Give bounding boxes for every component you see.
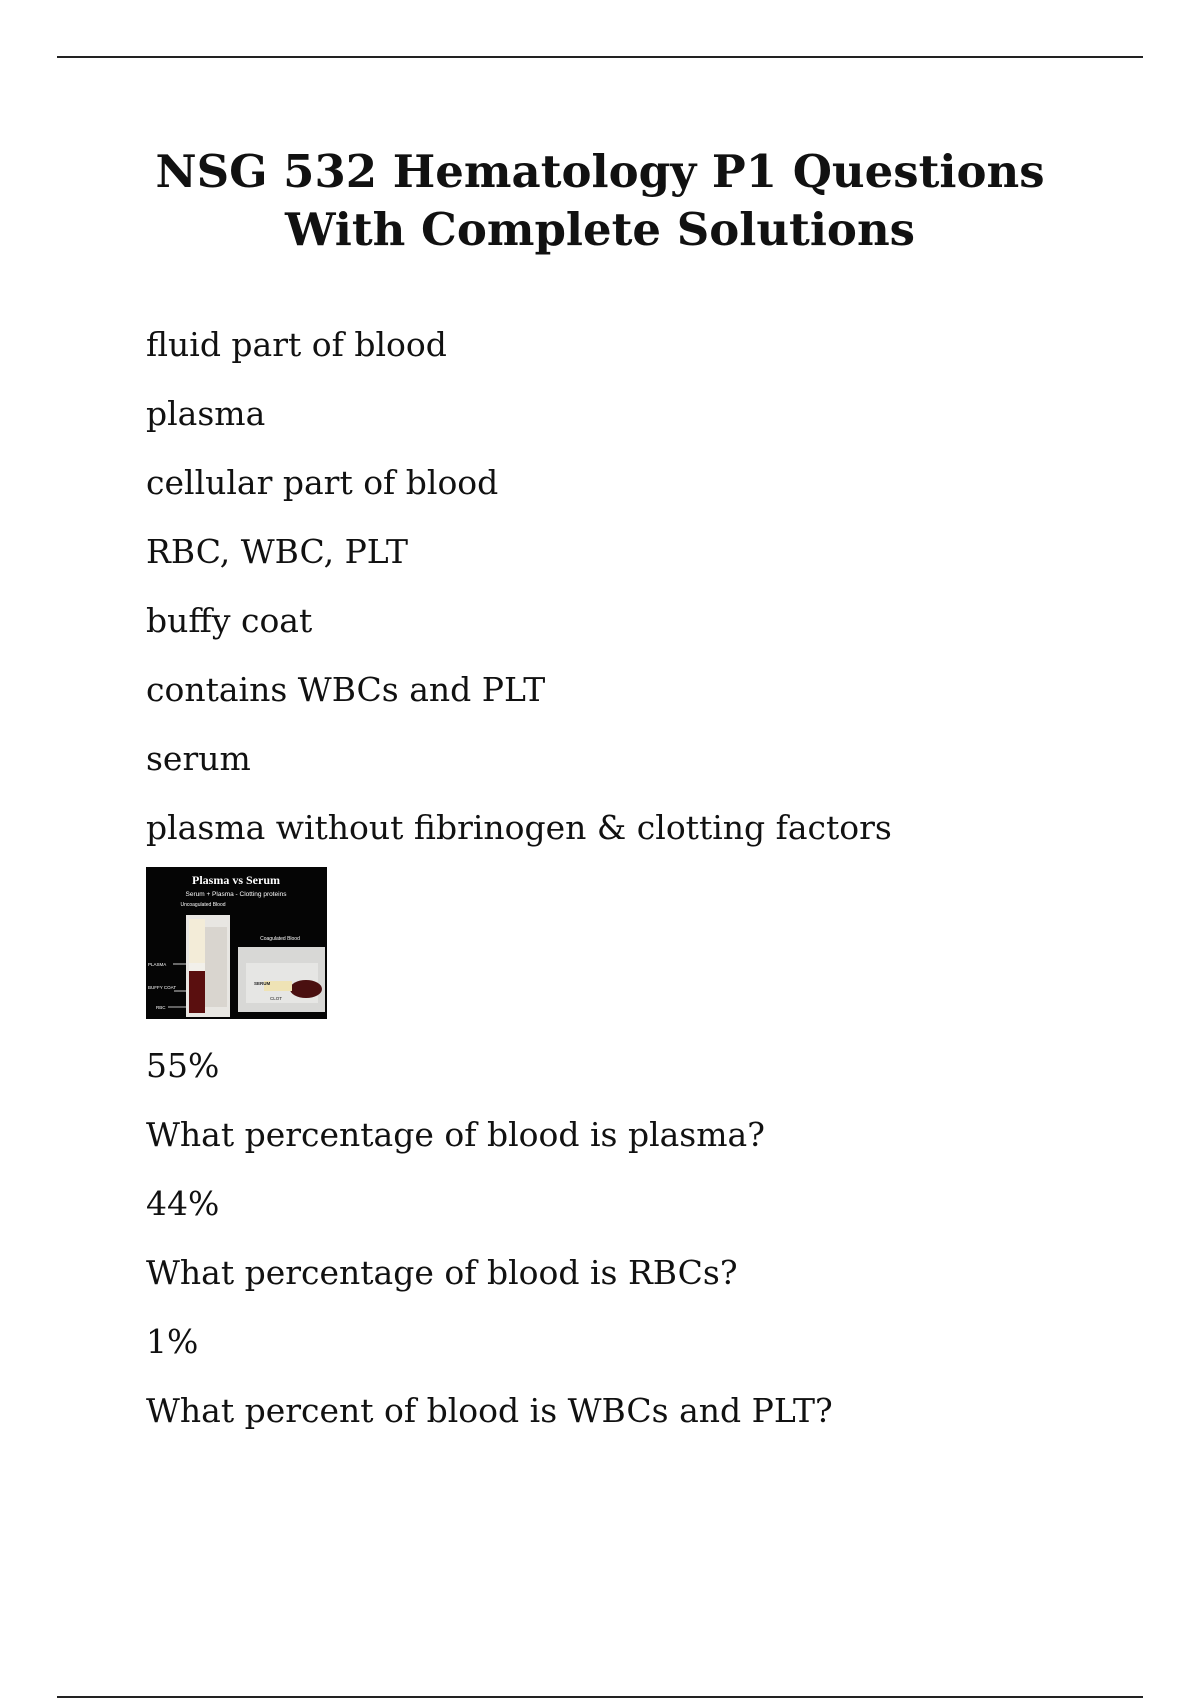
text-line: What percentage of blood is plasma? bbox=[146, 1115, 765, 1154]
text-line: buffy coat bbox=[146, 601, 313, 640]
text-line: 44% bbox=[146, 1184, 220, 1223]
text-line: What percentage of blood is RBCs? bbox=[146, 1253, 738, 1292]
text-line: 55% bbox=[146, 1046, 220, 1085]
text-line: 1% bbox=[146, 1322, 199, 1361]
text-line: cellular part of blood bbox=[146, 463, 499, 502]
figure-left-caption: Uncoagulated Blood bbox=[180, 902, 226, 908]
label-buffy-coat: BUFFY COAT bbox=[148, 985, 177, 990]
figure-subtitle: Serum + Plasma - Clotting proteins bbox=[185, 891, 287, 898]
text-line: fluid part of blood bbox=[146, 325, 447, 364]
label-serum: SERUM bbox=[254, 981, 271, 986]
figure-right-caption: Coagulated Blood bbox=[260, 936, 300, 942]
plasma-vs-serum-image bbox=[146, 867, 327, 1019]
text-line: serum bbox=[146, 739, 251, 778]
label-plasma: PLASMA bbox=[148, 962, 167, 967]
text-line: plasma bbox=[146, 394, 266, 433]
page-title: NSG 532 Hematology P1 Questions With Complete Solutions bbox=[155, 145, 1045, 256]
bottom-rule bbox=[57, 1696, 1143, 1698]
document-body bbox=[146, 325, 1146, 1460]
text-line: contains WBCs and PLT bbox=[146, 670, 546, 709]
label-rbc: RBC bbox=[156, 1005, 166, 1010]
text-line: RBC, WBC, PLT bbox=[146, 532, 409, 571]
label-clot: CLOT bbox=[270, 996, 283, 1001]
figure-title: Plasma vs Serum bbox=[192, 873, 280, 887]
text-line: What percent of blood is WBCs and PLT? bbox=[146, 1391, 833, 1430]
top-rule bbox=[57, 56, 1143, 58]
text-line: plasma without fibrinogen & clotting factors bbox=[146, 808, 892, 847]
